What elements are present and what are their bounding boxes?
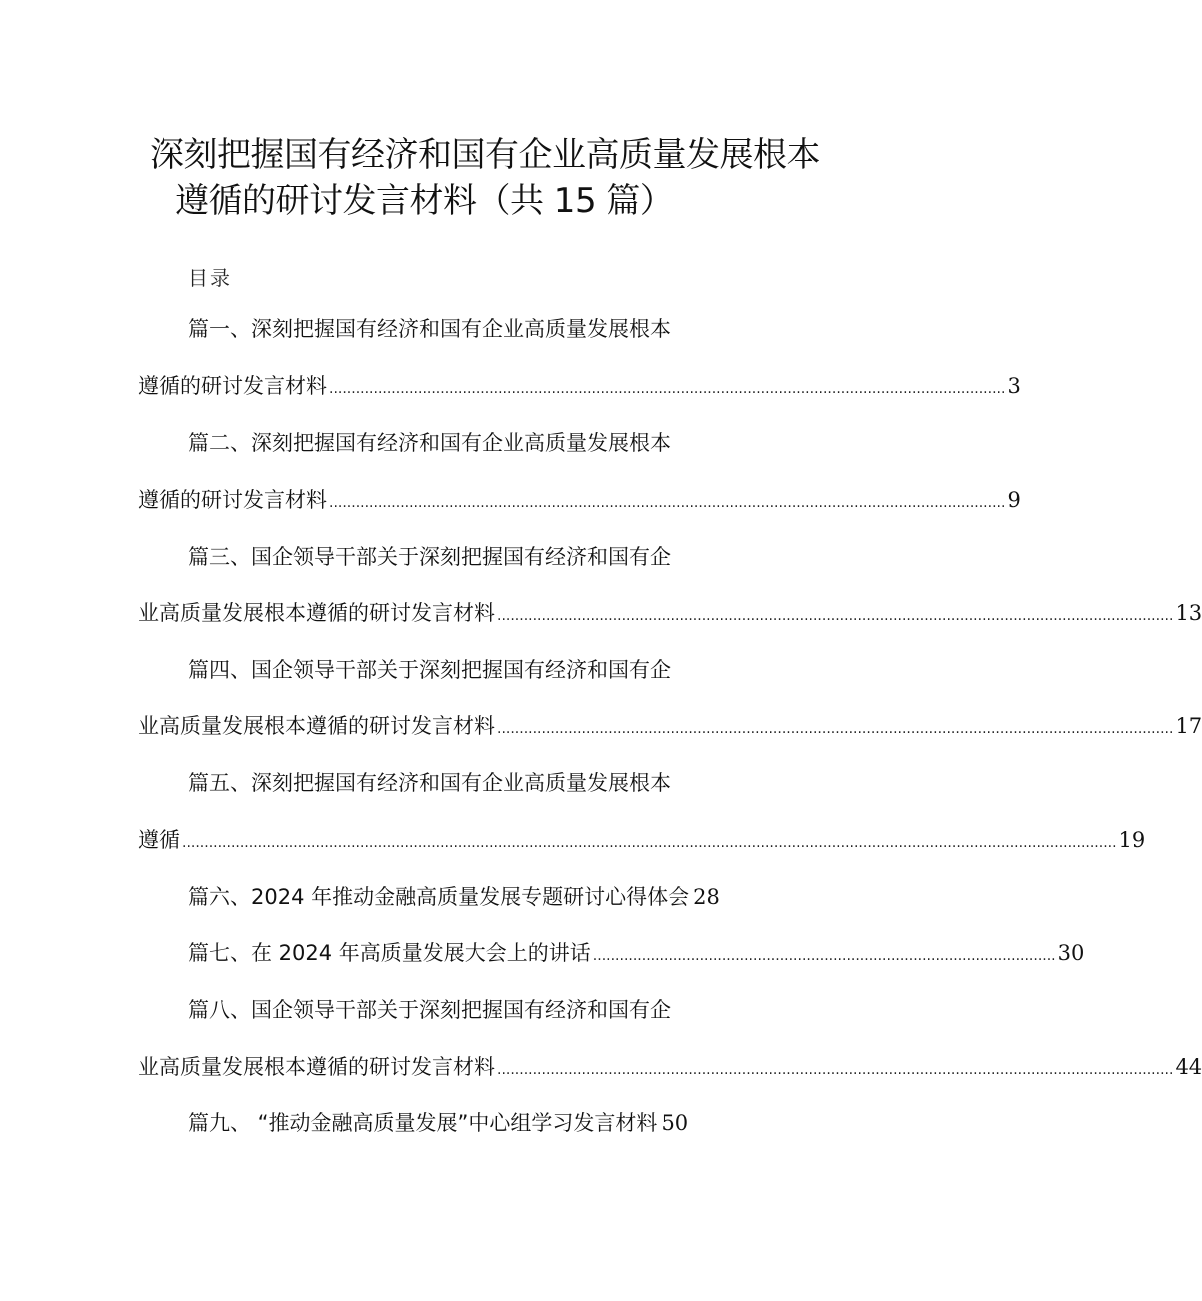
toc-page-number: 19 [1118, 828, 1146, 852]
toc-heading: 目录 [188, 266, 232, 290]
document-title [150, 132, 850, 224]
toc-page-number: 28 [693, 885, 720, 909]
leader-dots: ........................................................................................................ [592, 948, 1056, 964]
toc-entry-text: 遵循的研讨发言材料 [138, 374, 327, 398]
toc-entry-4-line-1[interactable]: 篇四、国企领导干部关于深刻把握国有经济和国有企 [188, 658, 671, 682]
toc-entry-4-line-2[interactable] [138, 711, 1202, 744]
toc-entry-3-line-2[interactable] [138, 598, 1202, 631]
toc-page-number: 17 [1175, 714, 1202, 738]
toc-entry-5-line-1[interactable]: 篇五、深刻把握国有经济和国有企业高质量发展根本 [188, 771, 671, 795]
toc-entry-text: 业高质量发展根本遵循的研讨发言材料 [138, 601, 495, 625]
toc-entry-text: 业高质量发展根本遵循的研讨发言材料 [138, 714, 495, 738]
toc-entry-text: 篇九、 “推动金融高质量发展”中心组学习发言材料 [188, 1111, 658, 1135]
toc-entry-5-line-2[interactable] [138, 825, 1146, 858]
toc-entry-2-line-1[interactable]: 篇二、深刻把握国有经济和国有企业高质量发展根本 [188, 431, 671, 455]
toc-entry-text: 业高质量发展根本遵循的研讨发言材料 [138, 1055, 495, 1079]
leader-dots: ........................................................................................................................................................ [329, 495, 1006, 511]
leader-dots: ........................................................................................................................................................ [497, 608, 1174, 624]
toc-entry-8-line-1[interactable]: 篇八、国企领导干部关于深刻把握国有经济和国有企 [188, 998, 671, 1022]
toc-entry-2-line-2[interactable] [138, 485, 1021, 518]
toc-entry-text: 遵循的研讨发言材料 [138, 488, 327, 512]
toc-entry-1-line-1[interactable]: 篇一、深刻把握国有经济和国有企业高质量发展根本 [188, 317, 671, 341]
title-line-1: 深刻把握国有经济和国有企业高质量发展根本 [150, 135, 820, 175]
toc-entry-3-line-1[interactable]: 篇三、国企领导干部关于深刻把握国有经济和国有企 [188, 545, 671, 569]
leader-dots: ........................................................................................................................................................ [497, 1062, 1174, 1078]
toc-entry-6[interactable] [188, 882, 778, 912]
toc-entry-7[interactable] [188, 938, 1085, 971]
leader-dots: ........................................................................................................................................................ [497, 721, 1174, 737]
toc-page-number: 44 [1175, 1055, 1202, 1079]
leader-dots: .................................................................................................................................................................................................................. [182, 835, 1117, 851]
toc-entry-text: 篇七、在 2024 年高质量发展大会上的讲话 [188, 941, 591, 965]
toc-entry-text: 篇六、2024 年推动金融高质量发展专题研讨心得体会 [188, 885, 690, 909]
toc-page-number: 3 [1007, 374, 1021, 398]
toc-page-number: 50 [661, 1111, 689, 1135]
toc-page-number: 9 [1007, 488, 1021, 512]
toc-entry-9[interactable] [188, 1108, 778, 1138]
toc-entry-text: 遵循 [138, 828, 180, 852]
toc-entry-8-line-2[interactable] [138, 1052, 1202, 1085]
toc-page-number: 30 [1057, 941, 1085, 965]
toc-page-number: 13 [1175, 601, 1202, 625]
toc-entry-1-line-2[interactable] [138, 371, 1021, 404]
title-line-2: 遵循的研讨发言材料（共 15 篇） [175, 181, 674, 221]
leader-dots: ........................................................................................................................................................ [329, 381, 1006, 397]
